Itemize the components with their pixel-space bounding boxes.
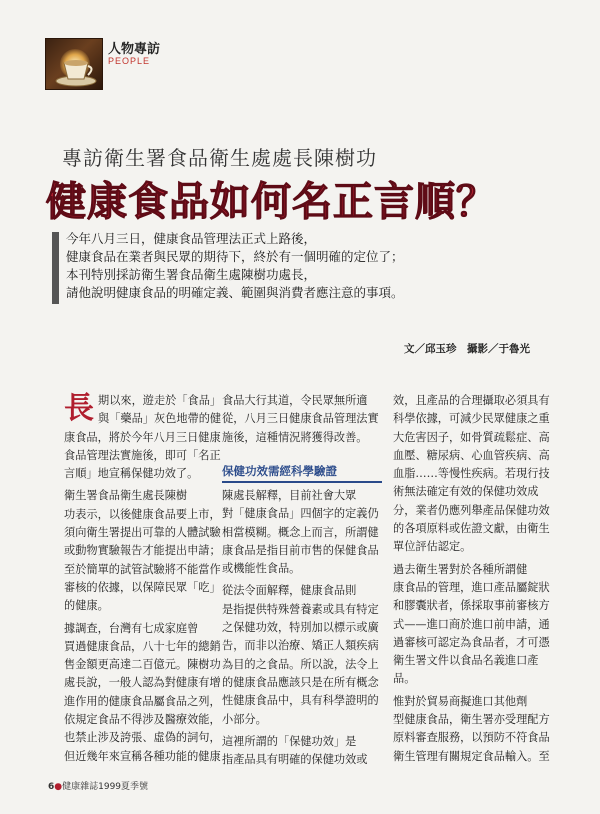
- text-line: 功表示，以後健康食品要上市，: [64, 507, 221, 521]
- intro-line: 請他說明健康食品的明確定義、範圍與消費者應注意的事項。: [66, 285, 404, 300]
- author-credit: 文／邱玉珍 攝影／于魯光: [404, 343, 530, 355]
- intro-line: 今年八月三日，健康食品管理法正式上路後，: [66, 231, 317, 246]
- page-footer: [48, 779, 148, 792]
- text-line: 對「健康食品」四個字的定義仍: [222, 507, 379, 521]
- text-line: 和膠囊狀者，係採取事前審核方: [393, 599, 550, 613]
- text-line: 之保健功效，特別加以標示或廣: [222, 621, 379, 635]
- text-line: 過去衛生署對於各種所謂健: [393, 562, 528, 576]
- text-line: 品。: [393, 672, 416, 686]
- text-line: 惟對於貿易商擬進口其他劑: [393, 694, 528, 708]
- text-line: 指產品具有明確的保健功效或: [222, 753, 368, 767]
- text-line: 分，業者仍應列舉產品保健功效: [393, 503, 550, 517]
- text-line: 與「藥品」灰色地帶的健: [98, 412, 222, 426]
- text-line: 食品管理法實施後，即可「名正: [64, 448, 221, 462]
- text-line: 是指提供特殊營養素或具有特定: [222, 602, 379, 616]
- bullet-icon: ●: [54, 782, 63, 792]
- column-1-text: [64, 392, 222, 766]
- text-line: 須向衛生署提出可靠的人體試驗: [64, 526, 221, 540]
- text-line: 期以來，遊走於「食品」: [98, 394, 222, 407]
- text-line: 從，八月三日健康食品管理法實: [222, 412, 379, 426]
- text-line: 的各項原料或佐證文獻，由衛生: [393, 522, 550, 536]
- text-line: 依規定食品不得涉及醫療效能，: [64, 713, 221, 727]
- text-line: 效，且產品的合理攝取必須具有: [393, 394, 550, 407]
- article-column-2: [222, 392, 382, 447]
- text-line: 康食品，將於今年八月三日健康: [64, 430, 221, 444]
- text-line: 血壓、糖尿病、心血管疾病、高: [393, 448, 550, 462]
- text-line: 性健康食品中，具有科學證明的: [222, 694, 379, 708]
- text-line: 買過健康食品，八十七年的總銷: [64, 639, 221, 653]
- text-line: 言順」地宣稱保健功效了。: [64, 467, 199, 481]
- drop-cap: 長: [64, 391, 94, 426]
- article-subtitle: 專訪衛生署食品衛生處處長陳樹功: [62, 146, 377, 170]
- text-line: 或動物實驗報告才能提出申請；: [64, 544, 221, 558]
- intro-line: 健康食品在業者與民眾的期待下，終於有一個明確的定位了；: [66, 249, 404, 264]
- article-column-3: [393, 392, 563, 766]
- text-line: 從法令面解釋，健康食品則: [222, 584, 357, 598]
- text-line: 血脂……等慢性疾病。若現行技: [393, 467, 550, 481]
- text-line: 或機能性食品。: [222, 562, 301, 576]
- section-subtitle: PEOPLE: [108, 56, 151, 66]
- text-line: 單位評估認定。: [393, 540, 472, 554]
- text-line: 康食品是指目前市售的保健食品: [222, 543, 379, 557]
- section-heading: 保健功效需經科學驗證: [222, 463, 382, 483]
- article-title: 健康食品如何名正言順？: [46, 179, 497, 225]
- text-line: 的健康食品應該只是在所有概念: [222, 675, 379, 689]
- text-line: 施後，這種情況將獲得改善。: [222, 430, 368, 444]
- text-line: 型健康食品，衛生署亦受理配方: [393, 713, 550, 727]
- text-line: 衛生署食品衛生處長陳樹: [64, 489, 188, 503]
- text-line: 但近幾年來宣稱各種功能的健康: [64, 749, 221, 763]
- text-line: 康食品的管理，進口產品屬錠狀: [393, 580, 550, 594]
- text-line: 審核的依據，以保障民眾「吃」: [64, 580, 221, 594]
- text-line: 過審核可認定為食品者，才可憑: [393, 635, 550, 649]
- text-line: 也禁止涉及誇張、虛偽的詞句，: [64, 731, 221, 745]
- text-line: 相當模糊。概念上而言，所謂健: [222, 525, 379, 539]
- text-line: 食品大行其道，令民眾無所適: [222, 394, 368, 407]
- text-line: 告，而非以治療、矯正人類疾病: [222, 639, 379, 653]
- intro-paragraph: [66, 230, 486, 302]
- column-2-top-text: [222, 392, 382, 447]
- text-line: 原料審查服務，以預防不符食品: [393, 731, 550, 745]
- intro-accent-bar: [52, 232, 59, 304]
- section-logo-image: [45, 38, 103, 90]
- article-column-1: [64, 391, 222, 766]
- text-line: 式——進口商於進口前申請，通: [393, 617, 550, 631]
- publication-name: 健康雜誌1999夏季號: [62, 782, 149, 792]
- text-line: 為目的之食品。所以說，法令上: [222, 657, 379, 671]
- intro-line: 本刊特別採訪衛生署食品衛生處陳樹功處長，: [66, 267, 317, 282]
- section-title: 人物專訪: [108, 42, 161, 57]
- column-2-text: [222, 487, 382, 769]
- teacup-icon: [46, 39, 102, 89]
- article-column-2-body: [222, 487, 382, 769]
- text-line: 小部分。: [222, 712, 267, 726]
- text-line: 處長說，一般人認為對健康有增: [64, 676, 221, 690]
- text-line: 至於簡單的試管試驗將不能當作: [64, 562, 221, 576]
- text-line: 的健康。: [64, 599, 109, 613]
- text-line: 科學依據，可減少民眾健康之重: [393, 412, 550, 426]
- text-line: 衛生管理有關規定食品輸入。至: [393, 749, 550, 763]
- text-line: 術無法確定有效的保健功效成: [393, 485, 539, 499]
- text-line: 衛生署文件以食品名義進口產: [393, 654, 539, 668]
- text-line: 這裡所謂的「保健功效」是: [222, 734, 357, 748]
- text-line: 進作用的健康食品屬食品之列，: [64, 694, 221, 708]
- text-line: 陳處長解釋，目前社會大眾: [222, 489, 357, 502]
- column-3-text: [393, 392, 563, 766]
- text-line: 據調查，台灣有七成家庭曾: [64, 621, 199, 635]
- text-line: 售金額更高達二百億元。陳樹功: [64, 658, 221, 672]
- text-line: 大危害因子，如骨質疏鬆症、高: [393, 430, 550, 444]
- page-number: 6: [48, 782, 55, 792]
